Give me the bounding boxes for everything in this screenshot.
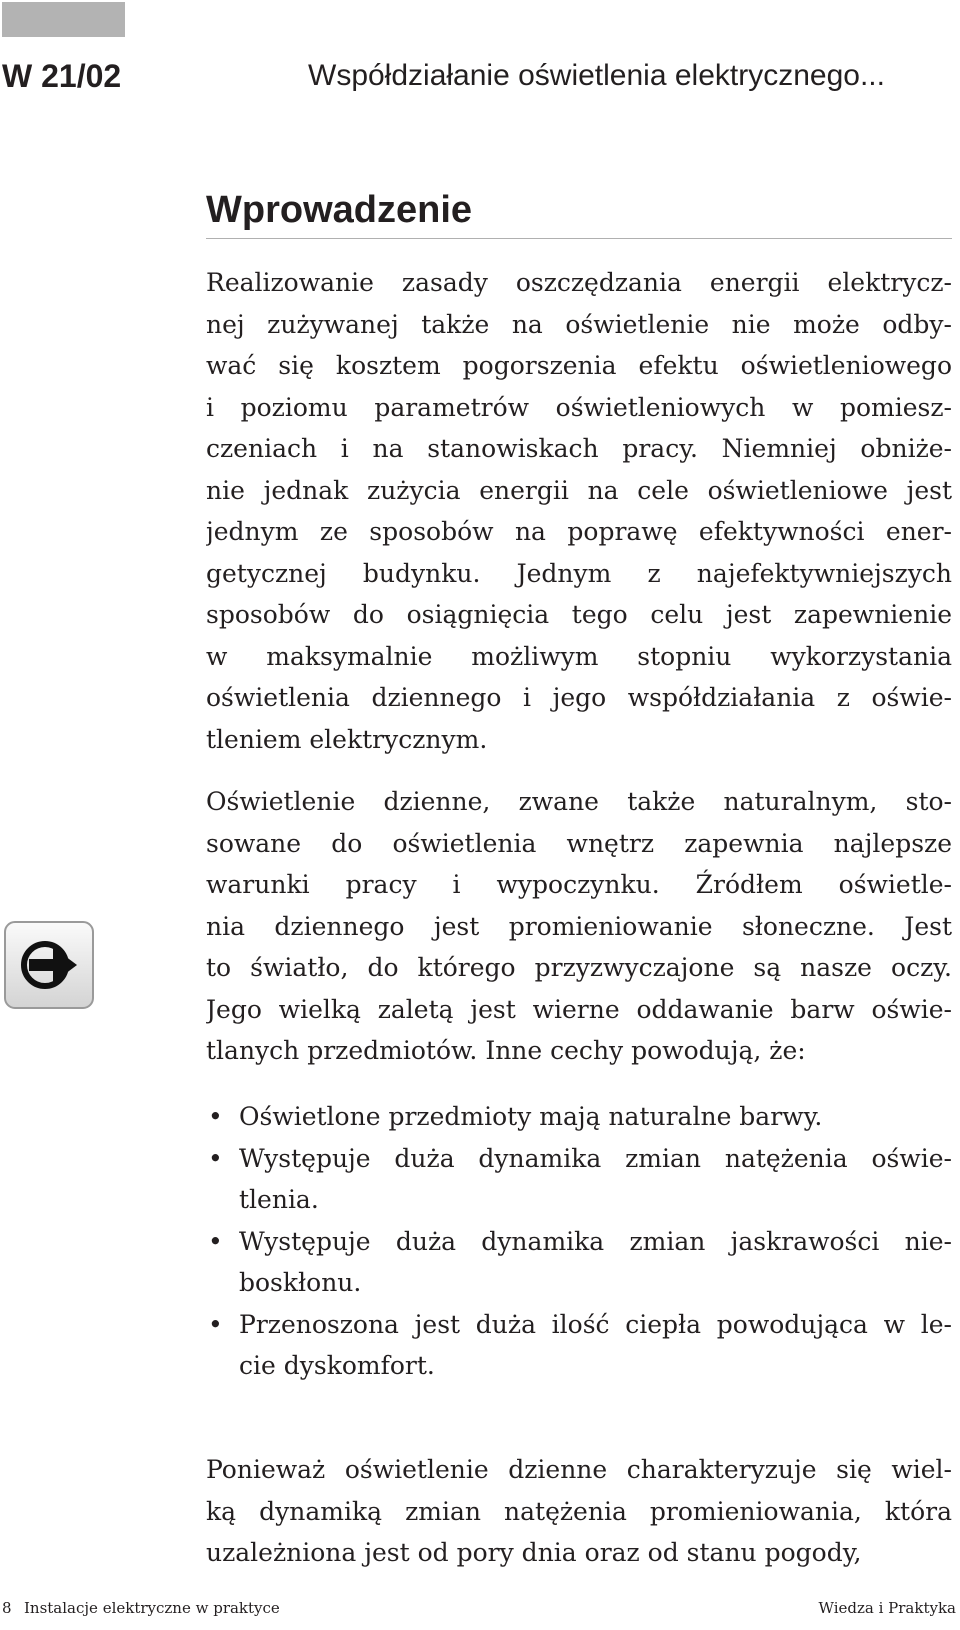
text-line: to światło, do którego przyzwyczajone są nasze oczy. [206,953,952,982]
paragraph-daylight [206,781,952,1072]
bullet-icon: • [208,1226,223,1256]
text-line: Jego wielką zaletą jest wierne oddawanie barw oświe- [206,994,952,1024]
footer-publication [2,1598,280,1618]
list-item-line: Występuje duża dynamika zmian natężenia oświe- [239,1143,952,1173]
text-line: uzależniona jest od pory dnia oraz od stanu pogody, [206,1538,862,1567]
list-item [206,1304,952,1387]
text-line: ką dynamiką zmian natężenia promieniowania, która [206,1496,952,1526]
text-line: czeniach i na stanowiskach pracy. Niemniej obniże- [206,434,952,463]
text-line: Realizowanie zasady oszczędzania energii elektrycz- [206,268,952,297]
paragraph-intro [206,262,952,760]
bullet-icon: • [208,1143,223,1173]
list-item [206,1221,952,1304]
bullet-icon: • [208,1309,223,1339]
text-line: tlanych przedmiotów. Inne cechy powodują, że: [206,1036,806,1065]
text-line: tleniem elektrycznym. [206,724,488,754]
list-item-line: Oświetlone przedmioty mają naturalne barwy. [239,1102,823,1131]
text-line: nej zużywanej także na oświetlenie nie może odby- [206,309,952,339]
next-page-button[interactable] [4,921,94,1009]
text-line: w maksymalnie możliwym stopniu wykorzystania [206,641,952,671]
list-item [206,1096,952,1138]
text-line: oświetlenia dziennego i jego współdziałania z oświe- [206,683,952,712]
text-line: warunki pracy i wypoczynku. Źródłem oświetle- [206,870,952,899]
page-number: 8 [2,1599,12,1617]
section-title: Wprowadzenie [206,189,473,231]
document-code: W 21/02 [2,58,122,94]
text-line: nie jednak zużycia energii na cele oświetleniowe jest [206,475,952,505]
running-title: Współdziałanie oświetlenia elektrycznego... [308,59,885,92]
daylight-features-list [206,1096,952,1387]
text-line: sowane do oświetlenia wnętrz zapewnia najlepsze [206,828,952,858]
list-item-line: Występuje duża dynamika zmian jaskrawości nie- [239,1226,952,1256]
paragraph-continuation [206,1449,952,1574]
bullet-icon: • [208,1102,223,1131]
section-title-rule [206,238,952,239]
list-item-line: cie dyskomfort. [239,1351,435,1380]
text-line: nia dziennego jest promieniowanie słoneczne. Jest [206,911,952,941]
header-tab-marker [2,2,125,37]
text-line: jednym ze sposobów na poprawę efektywności ener- [206,517,952,546]
text-line: wać się kosztem pogorszenia efektu oświetleniowego [206,351,952,380]
text-line: getycznej budynku. Jednym z najefektywniejszych [206,558,952,588]
list-item-line: tlenia. [239,1185,319,1214]
text-line: Ponieważ oświetlenie dzienne charakteryzuje się wiel- [206,1455,952,1484]
list-item-line: boskłonu. [239,1268,362,1297]
list-item [206,1138,952,1221]
arrow-right-icon [19,939,79,991]
text-line: i poziomu parametrów oświetleniowych w pomiesz- [206,392,952,422]
publication-title: Instalacje elektryczne w praktyce [24,1599,280,1617]
list-item-line: Przenoszona jest duża ilość ciepła powodująca w le- [239,1309,952,1339]
text-line: Oświetlenie dzienne, zwane także naturalnym, sto- [206,787,952,816]
text-line: sposobów do osiągnięcia tego celu jest zapewnienie [206,600,952,629]
footer-publisher: Wiedza i Praktyka [818,1599,956,1617]
